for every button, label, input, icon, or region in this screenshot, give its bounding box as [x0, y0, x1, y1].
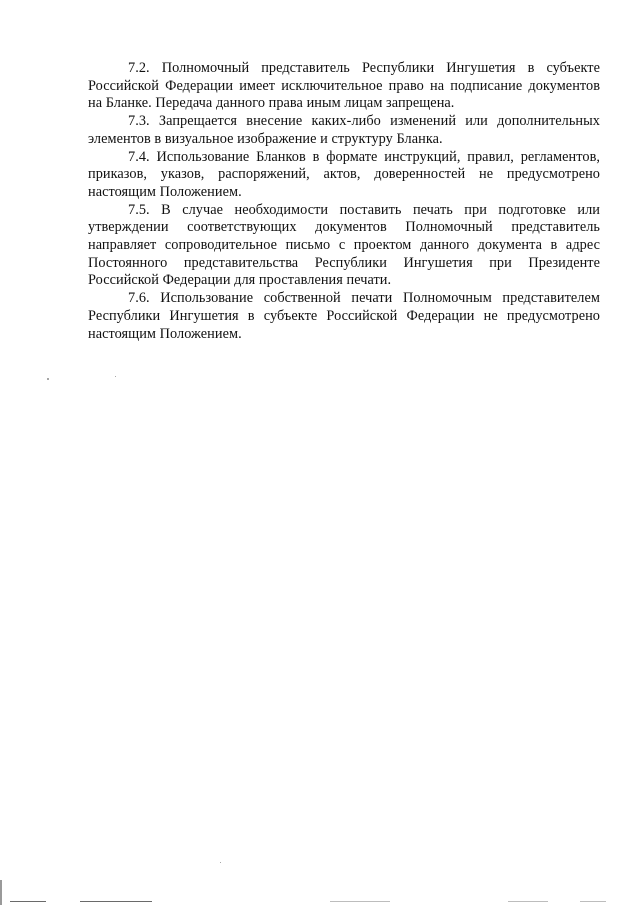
- paragraph-7-3: 7.3. Запрещается внесение каких-либо изменений или дополнительных элементов в визуальное изображение и структуру Бланка.: [88, 113, 600, 147]
- scan-edge-line: [330, 901, 390, 902]
- scan-edge-line: [10, 901, 46, 902]
- scan-speck: [115, 376, 116, 377]
- scan-speck: [220, 862, 221, 863]
- scan-edge-line: [580, 901, 606, 902]
- scan-speck: [47, 378, 49, 380]
- scan-bottom-edge: [0, 899, 640, 905]
- paragraph-7-6: 7.6. Использование собственной печати Полномочным представителем Республики Ингушетия в субъекте Российской Федерации не предусмотрено настоящим Положением.: [88, 290, 600, 342]
- scan-edge-line: [508, 901, 548, 902]
- paragraph-7-5: 7.5. В случае необходимости поставить печать при подготовке или утверждении соответствующих документов Полномочный представитель направляет сопроводительное письмо с проектом данного документа в адрес Постоянного представительства Республики Ингушетия при Президенте Российской Федерации для проставления печати.: [88, 201, 600, 289]
- paragraph-7-4: 7.4. Использование Бланков в формате инструкций, правил, регламентов, приказов, указов, распоряжений, актов, доверенностей не предусмотрено настоящим Положением.: [88, 148, 600, 200]
- document-body: [88, 60, 600, 343]
- scan-edge-line: [80, 901, 152, 902]
- paragraph-7-2: 7.2. Полномочный представитель Республики Ингушетия в субъекте Российской Федерации имеет исключительное право на подписание документов на Бланке. Передача данного права иным лицам запрещена.: [88, 60, 600, 112]
